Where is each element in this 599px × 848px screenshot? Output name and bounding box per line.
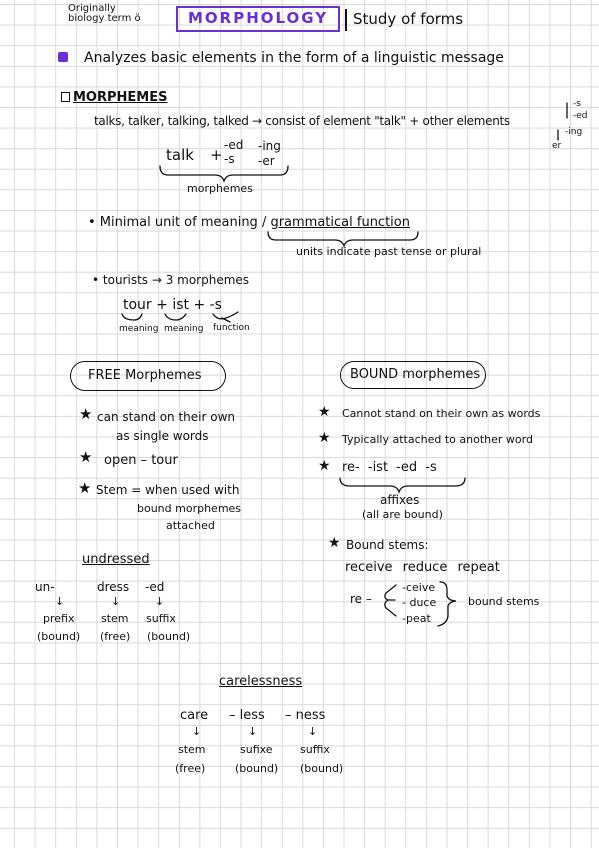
side-ending-er: er: [552, 141, 562, 151]
careless-label-sufixe: sufixe: [240, 743, 273, 756]
careless-part-care: care: [180, 708, 209, 723]
ending-ing: -ing: [258, 139, 281, 153]
talk-root: talk: [166, 146, 194, 164]
tour-label-meaning-1: meaning: [119, 324, 159, 334]
careless-type-3: (bound): [300, 762, 344, 775]
star-icon: ★: [79, 448, 93, 466]
undressed-label-suffix: suffix: [146, 612, 176, 625]
tour-label-function: function: [213, 323, 250, 333]
plus-sign: +: [210, 146, 223, 164]
careless-label-suffix: suffix: [300, 743, 330, 756]
morphemes-heading: MORPHEMES: [73, 90, 168, 105]
careless-type-2: (bound): [235, 762, 279, 775]
free-item-4: Stem = when used with: [96, 483, 240, 497]
brace-icon: [268, 232, 418, 246]
bound-heading: BOUND morphemes: [350, 367, 481, 382]
minimal-unit-text: • Minimal unit of meaning / grammatical function: [88, 215, 410, 230]
tour-line: tour + ist + -s: [123, 297, 222, 313]
stems-examples: receive reduce repeat: [345, 560, 500, 575]
star-icon: ★: [328, 535, 341, 551]
star-icon: ★: [318, 404, 331, 420]
free-heading: FREE Morphemes: [88, 368, 202, 383]
units-note: units indicate past tense or plural: [296, 245, 482, 258]
bound-stems-label: bound stems: [468, 595, 540, 608]
morphemes-brace-label: morphemes: [187, 182, 253, 195]
arrow-down-icon: ↓: [55, 595, 65, 608]
affixes-note: (all are bound): [362, 508, 443, 521]
undressed-type-1: (bound): [37, 630, 81, 643]
side-ending-s: -s: [573, 99, 581, 109]
undressed-type-2: (free): [100, 630, 131, 643]
free-item-6: attached: [166, 519, 215, 532]
careless-type-1: (free): [175, 762, 206, 775]
ending-s: -s: [224, 152, 235, 166]
undressed-part-dress: dress: [97, 580, 130, 594]
brace-icon: [438, 582, 456, 626]
star-icon: ★: [318, 458, 331, 474]
careless-part-less: – less: [229, 708, 265, 723]
side-ending-ed: -ed: [573, 111, 588, 121]
re-prefix: re –: [350, 592, 372, 606]
free-item-1: can stand on their own: [97, 410, 236, 424]
ending-er: -er: [258, 154, 275, 168]
side-ending-ing: -ing: [565, 127, 583, 137]
free-item-3: open – tour: [104, 453, 178, 468]
brace-icon: [160, 166, 288, 181]
stem-part-duce: - duce: [402, 596, 437, 609]
undressed-label-stem: stem: [101, 612, 129, 625]
page-subtitle: Study of forms: [353, 10, 464, 28]
star-icon: ★: [79, 405, 93, 423]
affixes-label: affixes: [380, 493, 420, 507]
arrow-down-icon: ↓: [308, 725, 318, 738]
undressed-label-prefix: prefix: [43, 612, 75, 625]
free-item-5: bound morphemes: [137, 502, 242, 515]
arrow-down-icon: ↓: [111, 595, 121, 608]
intro-text: Analyzes basic elements in the form of a linguistic message: [84, 50, 504, 66]
tourists-text: • tourists → 3 morphemes: [92, 273, 250, 287]
ending-ed: -ed: [224, 138, 244, 152]
stem-part-peat: -peat: [402, 612, 431, 625]
morphemes-example-line: talks, talker, talking, talked → consist of element "talk" + other elements: [94, 114, 510, 128]
header-note: Originally biology term ö: [68, 3, 141, 24]
carelessness-word: carelessness: [219, 674, 303, 689]
tour-label-meaning-2: meaning: [164, 324, 204, 334]
free-item-2: as single words: [116, 429, 209, 443]
bound-item-3: re- -ist -ed -s: [342, 460, 437, 475]
bound-item-1: Cannot stand on their own as words: [342, 407, 541, 420]
careless-label-stem: stem: [178, 743, 206, 756]
undressed-part-un: un-: [35, 580, 55, 594]
star-icon: ★: [78, 479, 92, 497]
undressed-part-ed: -ed: [145, 580, 165, 594]
bound-stems-heading: Bound stems:: [346, 538, 429, 552]
undressed-type-3: (bound): [147, 630, 191, 643]
stem-part-ceive: -ceive: [402, 581, 436, 594]
undressed-word: undressed: [82, 552, 150, 567]
star-icon: ★: [318, 430, 331, 446]
bound-item-2: Typically attached to another word: [342, 433, 533, 446]
page-title: MORPHOLOGY: [188, 9, 329, 27]
arrow-down-icon: ↓: [192, 725, 202, 738]
arrow-down-icon: ↓: [155, 595, 165, 608]
brace-icon: [340, 478, 465, 492]
arrow-down-icon: ↓: [248, 725, 258, 738]
careless-part-ness: – ness: [285, 708, 326, 723]
